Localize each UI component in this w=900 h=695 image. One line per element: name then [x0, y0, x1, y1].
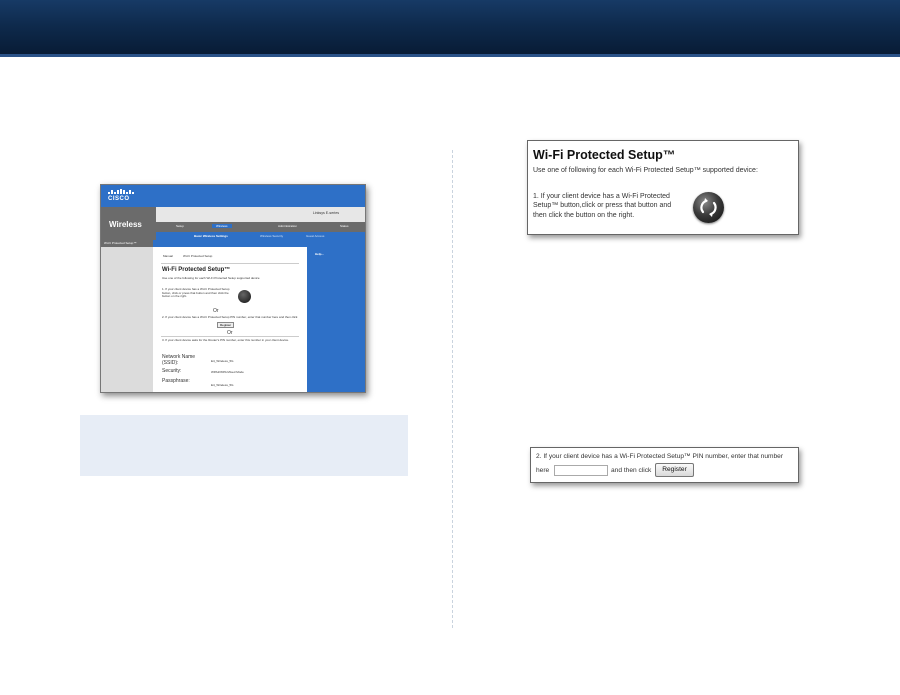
- sub-nav: [156, 232, 365, 240]
- snippet-step1: 1. If your client device has a Wi-Fi Protected Setup™ button,click or press that button and then click the button on the right.: [533, 193, 672, 219]
- column-divider: [452, 150, 453, 628]
- tab-setup[interactable]: Setup: [176, 224, 184, 228]
- left-gray-panel: [101, 247, 153, 392]
- router-screenshot: [100, 184, 366, 393]
- cisco-logo-text: CISCO: [108, 196, 130, 202]
- security-label: Security:: [162, 368, 182, 374]
- ssid-label: Network Name (SSID):: [162, 354, 196, 366]
- subtab-wireless-security[interactable]: Wireless Security: [260, 233, 284, 238]
- help-panel: [307, 247, 365, 392]
- product-bar: [156, 207, 365, 222]
- product-name: Linksys E-series: [312, 211, 339, 215]
- mode-manual-radio[interactable]: Manual: [163, 254, 173, 258]
- screenshot-option1: 1. If your client device has a Wi-Fi Protected Setup button, click or press that button and then click the button on the right.: [162, 287, 230, 299]
- tab-wireless[interactable]: Wireless: [212, 224, 232, 228]
- screenshot-option3: 3. If your client device asks for the Router's PIN number, enter this number in your client device.: [162, 338, 289, 342]
- passphrase-value: E4_Wireless_5G: [211, 383, 234, 387]
- wps-icon[interactable]: [238, 290, 251, 303]
- wps-icon[interactable]: [693, 192, 724, 223]
- snippet-intro: Use one of following for each Wi-Fi Protected Setup™ supported device:: [533, 167, 758, 174]
- security-value: WPA2/WPA Mixed Mode: [211, 370, 244, 374]
- snippet-title: Wi-Fi Protected Setup™: [533, 148, 676, 162]
- mode-wps-radio[interactable]: Wi-Fi Protected Setup: [183, 254, 213, 258]
- divider-line: [161, 263, 299, 264]
- wps-pin-snippet: [530, 447, 799, 483]
- screenshot-title: Wi-Fi Protected Setup™: [162, 267, 231, 273]
- subtab-basic-wireless[interactable]: Basic Wireless Settings: [194, 233, 228, 238]
- tab-administration[interactable]: Administration: [278, 224, 298, 228]
- left-section-label: [101, 240, 153, 247]
- subtab-guest-access[interactable]: Guest Access: [306, 233, 325, 238]
- ssid-value: E4_Wireless_5G: [211, 359, 234, 363]
- screenshot-content: [153, 247, 307, 392]
- left-section-text: Wi-Fi Protected Setup™: [104, 241, 137, 245]
- then-click-label: and then click: [611, 467, 652, 474]
- divider-line: [161, 336, 299, 337]
- wps-button-snippet: [527, 140, 799, 235]
- help-link[interactable]: Help...: [315, 252, 325, 256]
- tab-status[interactable]: Status: [340, 224, 349, 228]
- pin-input[interactable]: [554, 465, 608, 476]
- register-button[interactable]: Register: [655, 463, 694, 477]
- section-title: Wireless: [109, 220, 142, 229]
- main-nav: [156, 222, 365, 232]
- pin-instruction: 2. If your client device has a Wi-Fi Protected Setup™ PIN number, enter that number: [536, 453, 784, 460]
- screenshot-option2: 2. If your client device has a Wi-Fi Protected Setup PIN number, enter that number here and then click: [162, 315, 298, 319]
- here-label: here: [536, 467, 550, 474]
- or-label-1: Or: [213, 308, 219, 314]
- note-box: [80, 415, 408, 476]
- screenshot-intro: Use one of the following for each Wi-Fi Protected Setup supported device: [162, 276, 260, 280]
- screenshot-header: [101, 185, 365, 207]
- register-button[interactable]: Register: [217, 322, 234, 328]
- or-label-2: Or: [227, 330, 233, 336]
- document-header-bar: [0, 0, 900, 57]
- cisco-logo-icon: [108, 189, 134, 194]
- passphrase-label: Passphrase:: [162, 378, 190, 384]
